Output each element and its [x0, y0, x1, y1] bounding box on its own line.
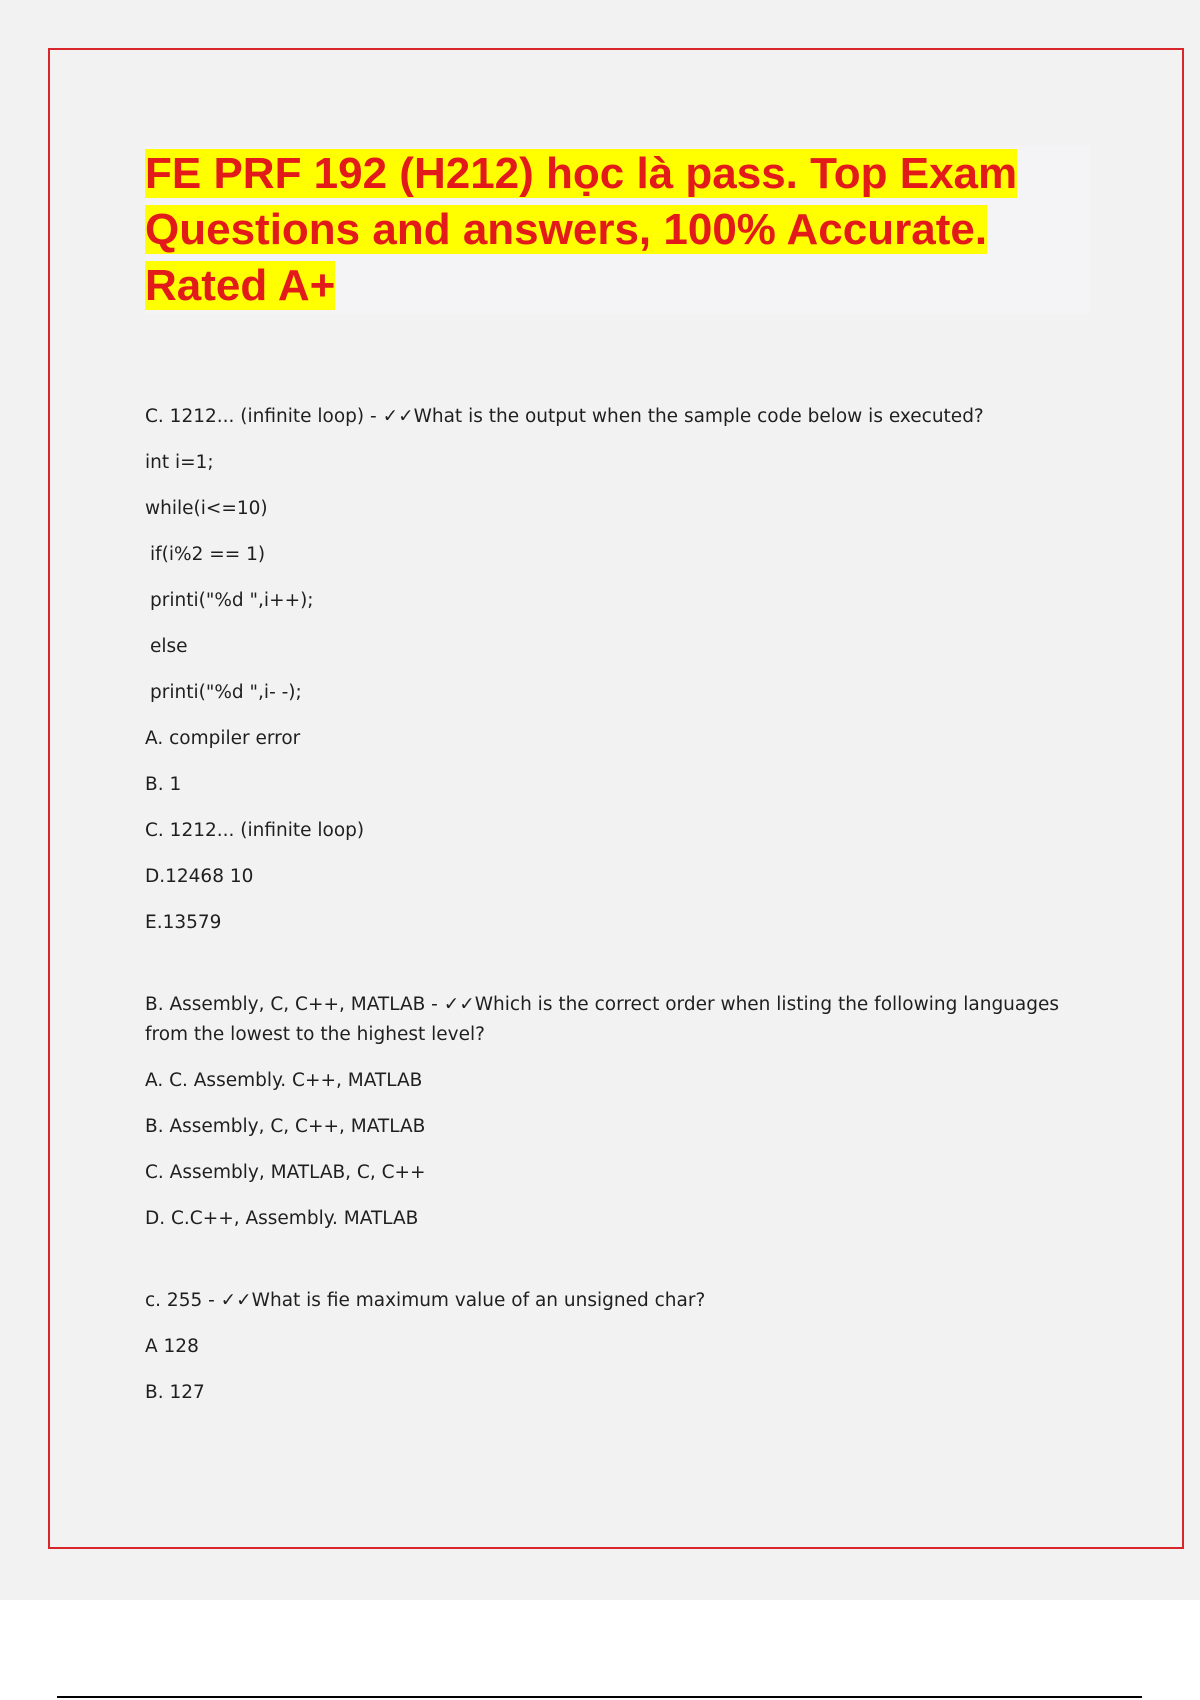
answer-option: A 128 — [145, 1336, 199, 1357]
answer-option: C. 1212... (infinite loop) — [145, 820, 365, 841]
answer-option: B. 1 — [145, 774, 182, 795]
footer-divider — [57, 1696, 1142, 1698]
question-block — [145, 402, 1095, 938]
document-body — [145, 402, 1095, 1408]
question-block — [145, 990, 1095, 1234]
question-block — [145, 1286, 1095, 1408]
document-title — [145, 146, 1090, 314]
code-line: if(i%2 == 1) — [150, 544, 266, 565]
title-highlight: FE PRF 192 (H212) học là pass. Top Exam Questions and answers, 100% Accurate. Rated A+ — [145, 149, 1018, 310]
answer-option: A. C. Assembly. C++, MATLAB — [145, 1070, 423, 1091]
code-line: else — [150, 636, 188, 657]
answer-option: B. Assembly, C, C++, MATLAB — [145, 1116, 426, 1137]
answer-option: D. C.C++, Assembly. MATLAB — [145, 1208, 419, 1229]
question-header: c. 255 - ✓✓What is fie maximum value of an unsigned char? — [145, 1290, 706, 1311]
question-header: B. Assembly, C, C++, MATLAB - ✓✓Which is the correct order when listing the following languages from the lowest to the highest level? — [145, 994, 1060, 1045]
question-header: C. 1212... (infinite loop) - ✓✓What is the output when the sample code below is executed? — [145, 406, 984, 427]
answer-option: E.13579 — [145, 912, 222, 933]
code-line: printi("%d ",i++); — [150, 590, 314, 611]
code-line: printi("%d ",i- -); — [150, 682, 302, 703]
code-line: int i=1; — [145, 452, 214, 473]
answer-option: A. compiler error — [145, 728, 301, 749]
code-line: while(i<=10) — [145, 498, 268, 519]
answer-option: B. 127 — [145, 1382, 205, 1403]
answer-option: D.12468 10 — [145, 866, 254, 887]
answer-option: C. Assembly, MATLAB, C, C++ — [145, 1162, 426, 1183]
